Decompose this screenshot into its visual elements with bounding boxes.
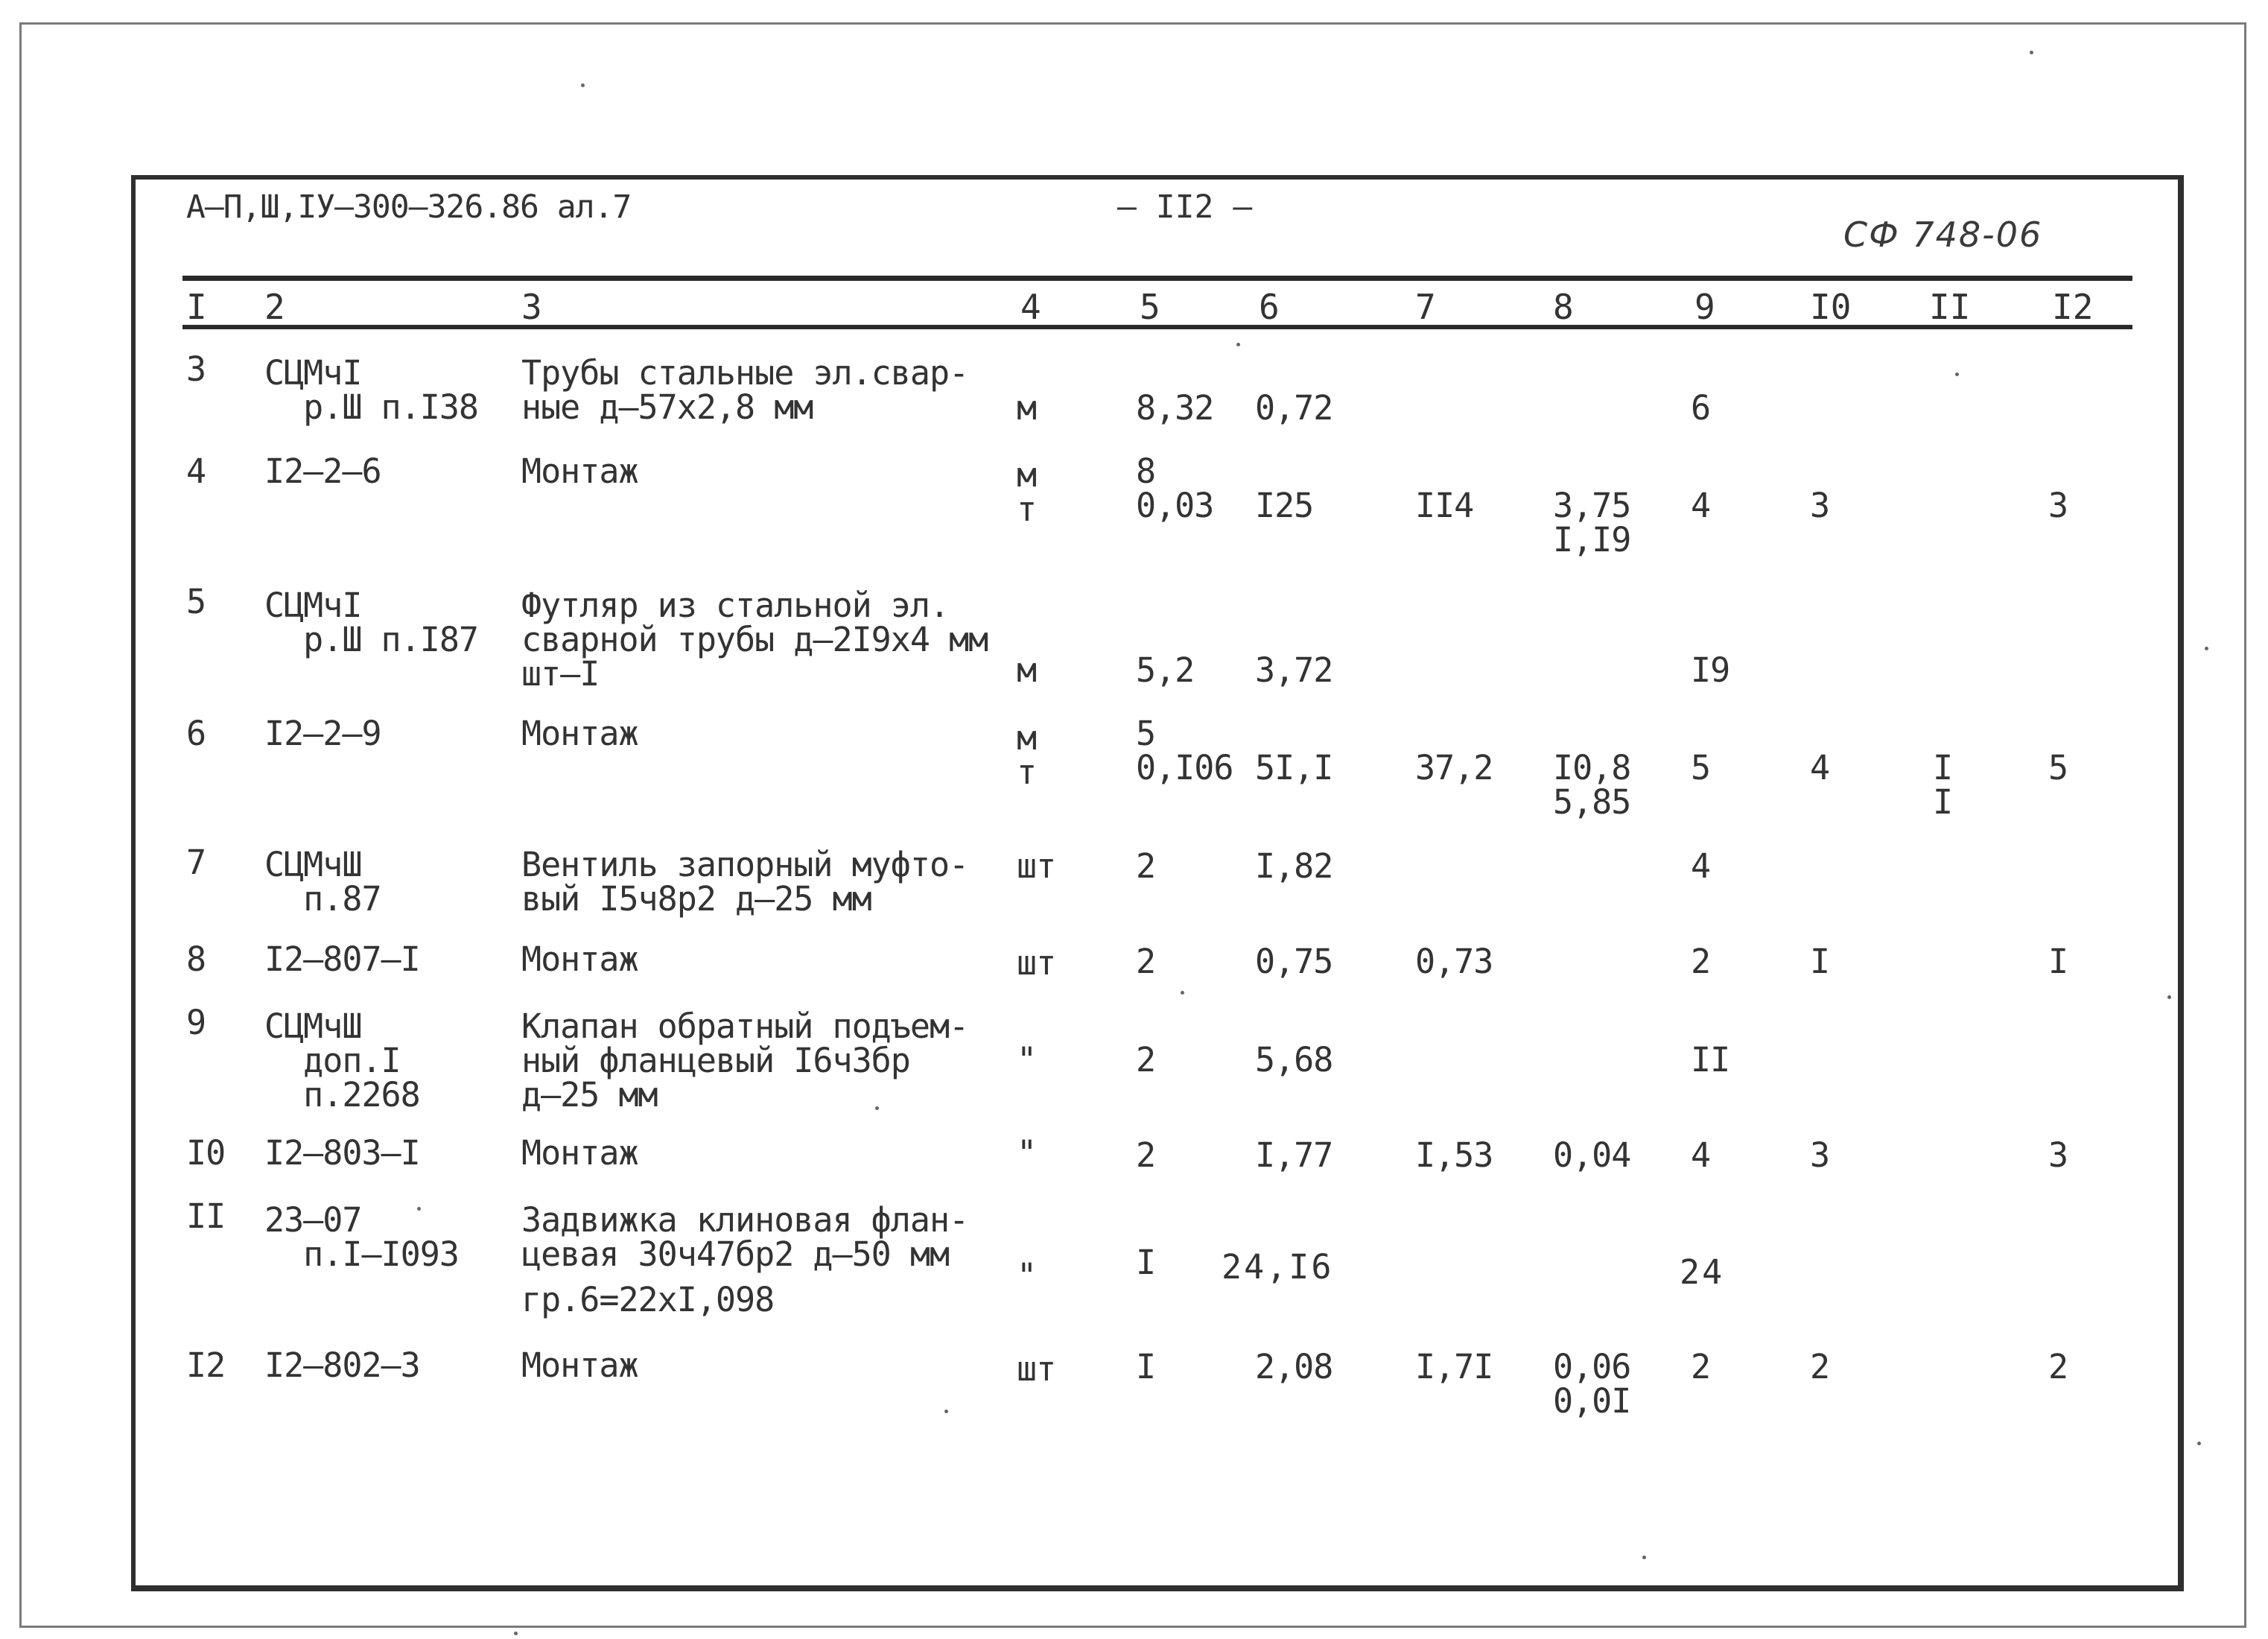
cell-col6: 0,75 xyxy=(1255,942,1333,981)
cell-unit: шт xyxy=(1017,846,1056,886)
cell-col5: 5,2 xyxy=(1136,650,1195,690)
column-header: 2 xyxy=(264,287,285,327)
scan-speck xyxy=(944,1410,948,1413)
cell-col5: 5 0,I06 xyxy=(1136,714,1233,787)
column-header: 3 xyxy=(521,287,542,327)
cell-col7: 37,2 xyxy=(1415,748,1493,787)
cell-code: I2–2–6 xyxy=(264,451,381,491)
cell-item-number: 7 xyxy=(186,843,206,882)
cell-col10: I xyxy=(1810,942,1830,981)
cell-unit: " xyxy=(1017,1133,1037,1173)
cell-col7: 0,73 xyxy=(1415,942,1493,981)
cell-col6: I25 xyxy=(1255,486,1314,525)
cell-code: I2–803–I xyxy=(264,1133,420,1173)
cell-col6: I,77 xyxy=(1255,1135,1333,1175)
cell-col12: 3 xyxy=(2048,486,2068,525)
cell-col5: 8 0,03 xyxy=(1136,451,1214,525)
cell-col10: 2 xyxy=(1810,1347,1830,1386)
column-header: I2 xyxy=(2052,287,2094,327)
cell-code: 23–07 п.I–I093 xyxy=(264,1200,459,1274)
cell-unit: " xyxy=(1017,1256,1037,1296)
page-number: – II2 – xyxy=(1117,188,1253,226)
cell-unit: м xyxy=(1017,388,1037,428)
cell-col5: I xyxy=(1136,1347,1156,1386)
scan-speck xyxy=(1955,372,1959,376)
cell-code: I2–2–9 xyxy=(264,714,381,753)
column-header: II xyxy=(1929,287,1971,327)
cell-col9: 4 xyxy=(1691,486,1711,525)
cell-col6: 5,68 xyxy=(1255,1040,1333,1080)
cell-item-number: 6 xyxy=(186,714,206,753)
cell-col12: 3 xyxy=(2048,1135,2068,1175)
scan-speck xyxy=(514,1632,518,1635)
cell-col5: I xyxy=(1136,1243,1156,1282)
cell-item-number: 9 xyxy=(186,1003,206,1042)
cell-item-number: I0 xyxy=(186,1133,226,1173)
cell-description: Монтаж xyxy=(521,714,638,753)
cell-col5: 2 xyxy=(1136,942,1156,981)
cell-code: СЦМчШ доп.I п.2268 xyxy=(264,1006,420,1115)
cell-col8: 3,75 I,I9 xyxy=(1553,486,1631,559)
column-header: 8 xyxy=(1553,287,1574,327)
column-header: 9 xyxy=(1694,287,1715,327)
cell-unit: м т xyxy=(1017,718,1037,792)
cell-item-number: 3 xyxy=(186,349,206,389)
cell-col12: I xyxy=(2048,942,2068,981)
cell-description: Вентиль запорный муфто- вый I5ч8р2 д–25 мм xyxy=(521,845,969,919)
scan-speck xyxy=(2167,995,2171,999)
cell-col5: 2 xyxy=(1136,1135,1156,1175)
column-header: I xyxy=(186,287,207,327)
table-top-rule xyxy=(182,276,2132,281)
cell-col7: I,53 xyxy=(1415,1135,1493,1175)
cell-col8: 0,04 xyxy=(1553,1135,1631,1175)
cell-col6: 0,72 xyxy=(1255,388,1333,428)
cell-col9: 6 xyxy=(1691,388,1711,428)
cell-col9: 24 xyxy=(1680,1252,1725,1292)
cell-col12: 2 xyxy=(2048,1347,2068,1386)
cell-col6: 2,08 xyxy=(1255,1347,1333,1386)
cell-col11: I I xyxy=(1933,748,1953,822)
cell-description: Монтаж xyxy=(521,1133,638,1173)
cell-col10: 4 xyxy=(1810,748,1830,787)
scan-speck xyxy=(581,83,585,87)
cell-col6: I,82 xyxy=(1255,846,1333,886)
cell-description: Монтаж xyxy=(521,939,638,979)
cell-description: Монтаж xyxy=(521,451,638,491)
cell-col5: 2 xyxy=(1136,846,1156,886)
cell-col9: 4 xyxy=(1691,1135,1711,1175)
cell-col9: 5 xyxy=(1691,748,1711,787)
cell-description: Монтаж xyxy=(521,1345,638,1385)
column-header: 6 xyxy=(1259,287,1280,327)
cell-col7: II4 xyxy=(1415,486,1474,525)
column-header: I0 xyxy=(1810,287,1852,327)
scan-speck xyxy=(2030,51,2033,54)
cell-col10: 3 xyxy=(1810,486,1830,525)
cell-description: Трубы стальные эл.свар- ные д–57х2,8 мм xyxy=(521,353,969,427)
cell-code: СЦМчI р.Ш п.I87 xyxy=(264,586,479,659)
cell-description-note: гр.6=22хI,098 xyxy=(521,1280,775,1319)
cell-description: Футляр из стальной эл. сварной трубы д–2I9х4 мм шт–I xyxy=(521,586,988,694)
column-header: 7 xyxy=(1415,287,1436,327)
cell-code: СЦМчШ п.87 xyxy=(264,845,381,919)
cell-col10: 3 xyxy=(1810,1135,1830,1175)
cell-code: I2–807–I xyxy=(264,939,420,979)
cell-col8: I0,8 5,85 xyxy=(1553,748,1631,822)
cell-unit: шт xyxy=(1017,1349,1056,1389)
cell-item-number: I2 xyxy=(186,1345,226,1385)
cell-col6: 24,I6 xyxy=(1222,1247,1334,1287)
scan-speck xyxy=(2197,1442,2201,1445)
cell-col9: II xyxy=(1691,1040,1730,1080)
cell-item-number: 5 xyxy=(186,582,206,621)
cell-code: СЦМчI р.Ш п.I38 xyxy=(264,353,479,427)
column-header: 5 xyxy=(1140,287,1160,327)
cell-item-number: 8 xyxy=(186,939,206,979)
handwritten-stamp: СФ 748-06 xyxy=(1843,215,2043,255)
cell-item-number: II xyxy=(186,1196,226,1236)
document-code: А–П,Ш,ІУ–300–326.86 ал.7 xyxy=(186,188,632,226)
cell-col8: 0,06 0,0I xyxy=(1553,1347,1631,1421)
cell-col9: 2 xyxy=(1691,942,1711,981)
scan-speck xyxy=(875,1106,879,1110)
scan-speck xyxy=(1236,343,1240,346)
cell-col12: 5 xyxy=(2048,748,2068,787)
cell-item-number: 4 xyxy=(186,451,206,491)
cell-description: Клапан обратный подъем- ный фланцевый I6ч3бр д–25 мм xyxy=(521,1006,969,1115)
cell-col7: I,7I xyxy=(1415,1347,1493,1386)
cell-col5: 8,32 xyxy=(1136,388,1214,428)
cell-col5: 2 xyxy=(1136,1040,1156,1080)
cell-unit: м т xyxy=(1017,455,1037,529)
cell-col6: 5I,I xyxy=(1255,748,1333,787)
scan-speck xyxy=(2205,647,2208,650)
column-header: 4 xyxy=(1020,287,1041,327)
scan-speck xyxy=(1642,1556,1646,1559)
cell-col9: 2 xyxy=(1691,1347,1711,1386)
cell-code: I2–802–3 xyxy=(264,1345,420,1385)
cell-col9: 4 xyxy=(1691,846,1711,886)
scan-speck xyxy=(1181,991,1184,995)
cell-unit: м xyxy=(1017,650,1037,690)
cell-unit: " xyxy=(1017,1040,1037,1080)
cell-unit: шт xyxy=(1017,943,1056,983)
cell-description: Задвижка клиновая флан- цевая 30ч47бр2 д–50 мм xyxy=(521,1200,969,1274)
scan-speck xyxy=(417,1207,421,1211)
cell-col6: 3,72 xyxy=(1255,650,1333,690)
cell-col9: I9 xyxy=(1691,650,1730,690)
